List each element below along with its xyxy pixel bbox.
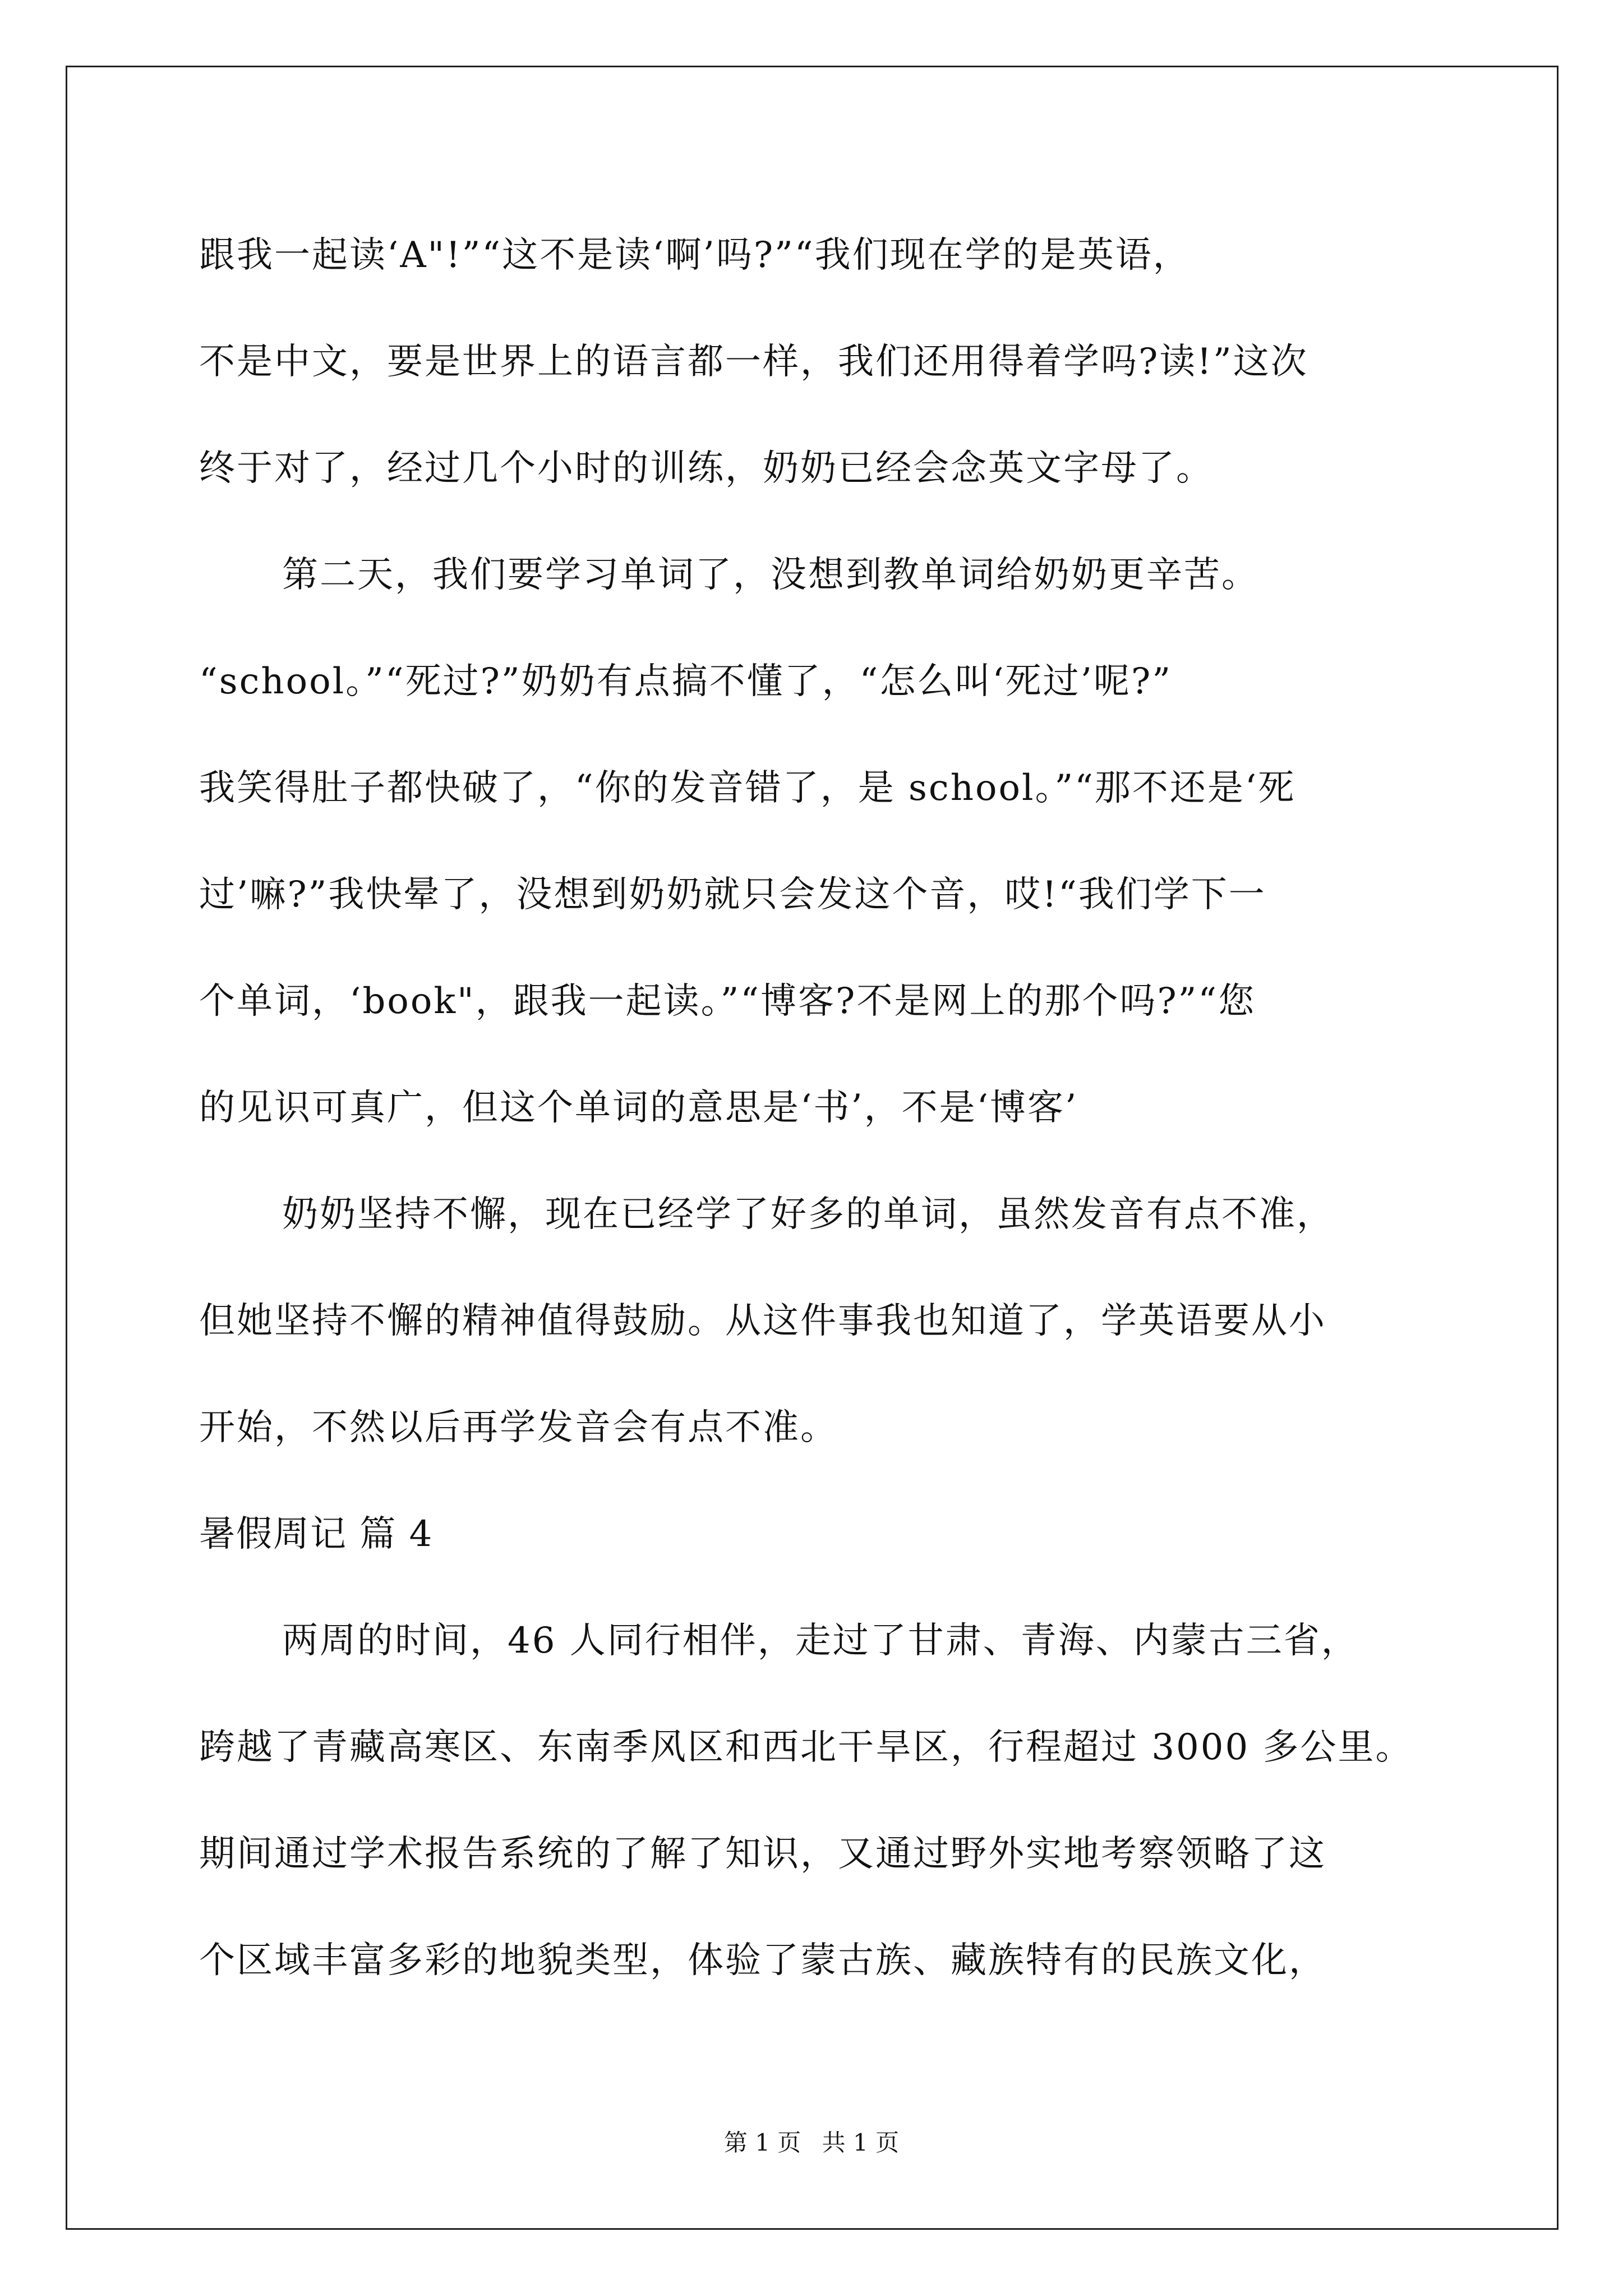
- text-line-2: 不是中文，要是世界上的语言都一样，我们还用得着学吗?读!”这次: [199, 341, 1308, 383]
- text-line-12: 开始，不然以后再学发音会有点不准。: [199, 1407, 838, 1448]
- text-line-17: 个区域丰富多彩的地貌类型，体验了蒙古族、藏族特有的民族文化，: [199, 1940, 1326, 1981]
- page-number: 第 1 页: [723, 2129, 801, 2156]
- text-line-3: 终于对了，经过几个小时的训练，奶奶已经会念英文字母了。: [199, 448, 1214, 489]
- text-line-5: “school。”“死过?”奶奶有点搞不懂了，“怎么叫‘死过’呢?”: [199, 661, 1173, 702]
- text-line-9: 的见识可真广，但这个单词的意思是‘书’，不是‘博客’: [199, 1087, 1078, 1129]
- text-line-7: 过’嘛?”我快晕了，没想到奶奶就只会发这个音，哎!“我们学下一: [199, 874, 1266, 915]
- text-line-16: 期间通过学术报告系统的了解了知识，又通过野外实地考察领略了这: [199, 1833, 1326, 1875]
- text-line-11: 但她坚持不懈的精神值得鼓励。从这件事我也知道了，学英语要从小: [199, 1300, 1326, 1342]
- text-line-8: 个单词，‘book"，跟我一起读。”“博客?不是网上的那个吗?”“您: [199, 981, 1256, 1022]
- document-body: [199, 202, 1478, 2014]
- page-footer: [0, 2126, 1623, 2160]
- text-line-15: 跨越了青藏高寒区、东南季风区和西北干旱区，行程超过 3000 多公里。: [199, 1727, 1413, 1768]
- section-heading: 暑假周记 篇 4: [199, 1513, 434, 1555]
- text-line-14: 两周的时间，46 人同行相伴，走过了甘肃、青海、内蒙古三省，: [282, 1620, 1359, 1662]
- text-line-4: 第二天，我们要学习单词了，没想到教单词给奶奶更辛苦。: [282, 554, 1259, 596]
- page-total: 共 1 页: [822, 2129, 900, 2156]
- text-line-1: 跟我一起读‘A"!”“这不是读‘啊’吗?”“我们现在学的是英语，: [199, 234, 1191, 276]
- text-line-10: 奶奶坚持不懈，现在已经学了好多的单词，虽然发音有点不准，: [282, 1194, 1334, 1235]
- text-line-6: 我笑得肚子都快破了，“你的发音错了，是 school。”“那不还是‘死: [199, 767, 1296, 809]
